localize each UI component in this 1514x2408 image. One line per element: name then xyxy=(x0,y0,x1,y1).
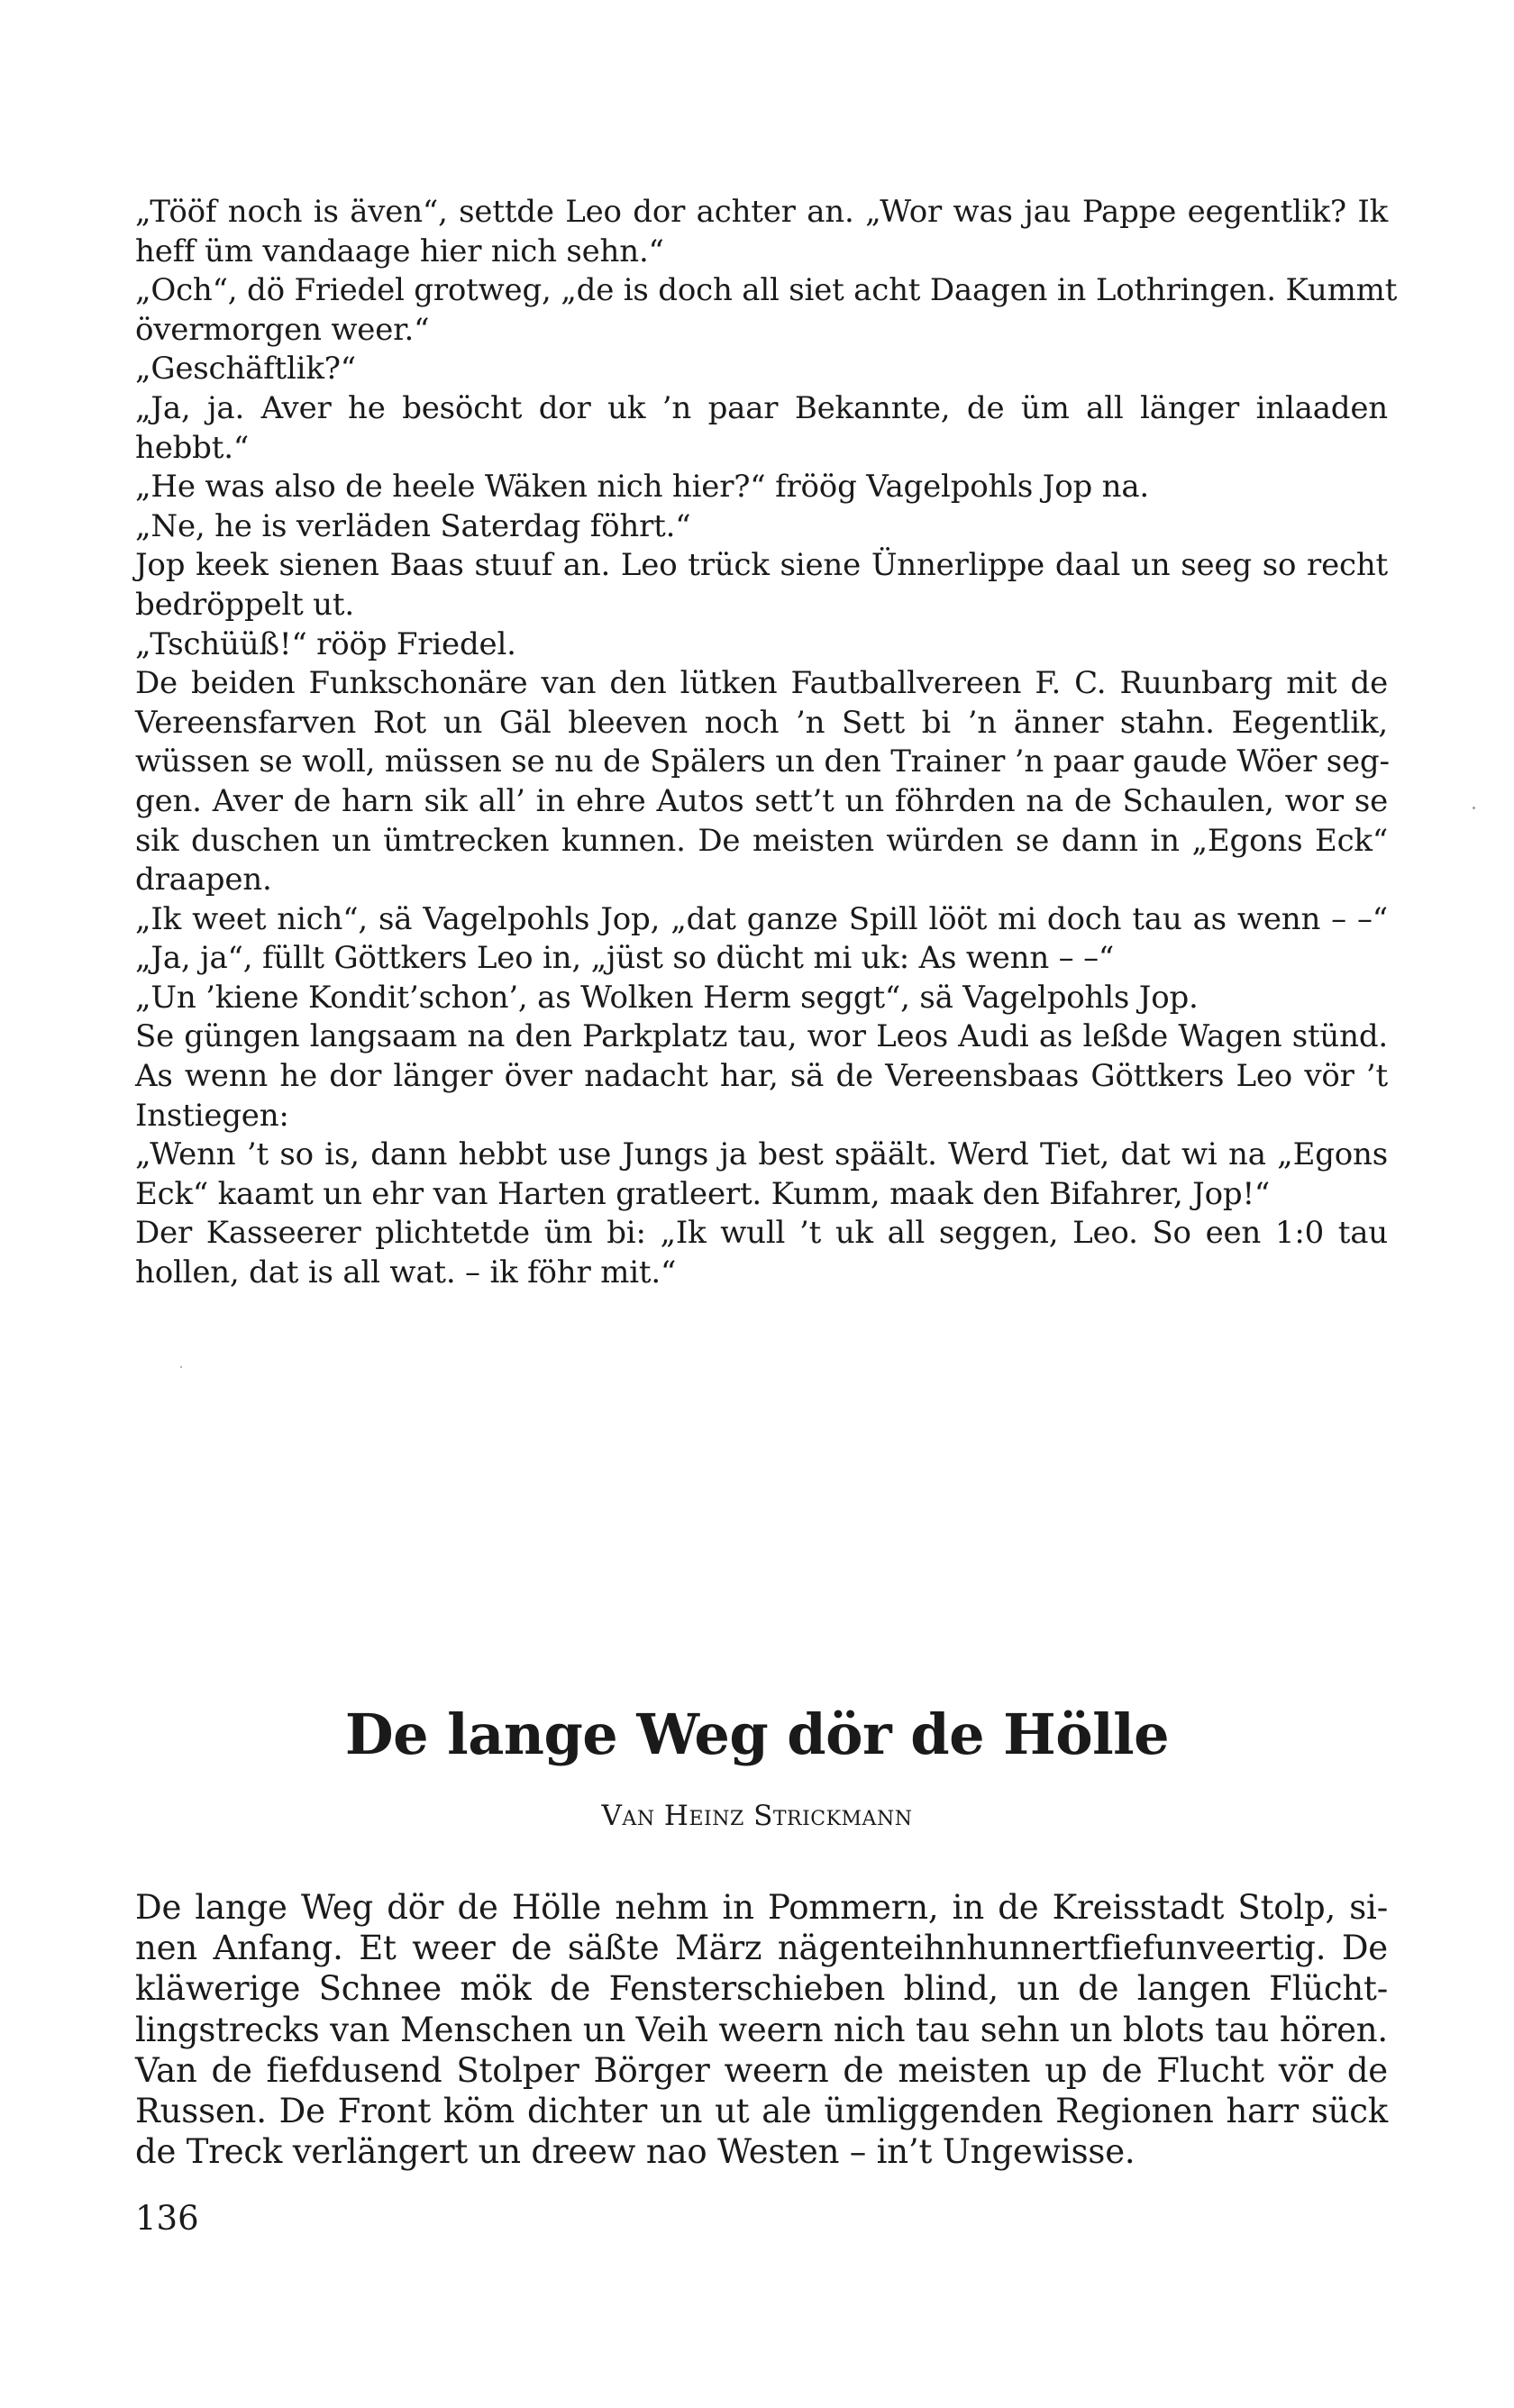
text-line: „Tööf noch is även“, settde Leo dor achter an. „Wor was jau Pappe eegentlik? Ik xyxy=(135,194,1388,230)
text-line: lingstrecks van Menschen un Veih weern nich tau sehn un blots tau hören. xyxy=(135,2010,1388,2049)
text-line: Vereensfarven Rot un Gäl bleeven noch ’n Sett bi ’n änner stahn. Eegentlik, xyxy=(135,704,1388,741)
text-line: „Ne, he is verläden Saterdag föhrt.“ xyxy=(135,507,691,544)
text-line: hebbt.“ xyxy=(135,429,250,466)
text-line: De beiden Funkschonäre van den lütken Fautballvereen F. C. Ruunbarg mit de xyxy=(135,665,1388,702)
text-line: kläwerige Schnee mök de Fensterschieben blind, un de langen Flücht- xyxy=(135,1969,1388,2009)
text-line: hollen, dat is all wat. – ik föhr mit.“ xyxy=(135,1254,677,1291)
text-line: „Ja, ja. Aver he besöcht dor uk ’n paar Bekannte, de üm all länger inlaaden xyxy=(135,389,1388,426)
text-line: wüssen se woll, müssen se nu de Spälers un den Trainer ’n paar gaude Wöer seg- xyxy=(135,743,1390,780)
text-line: Se güngen langsaam na den Parkplatz tau, wor Leos Audi as leßde Wagen stünd. xyxy=(135,1018,1388,1055)
story-ending-text xyxy=(135,193,1398,1293)
text-line: „Och“, dö Friedel grotweg, „de is doch all siet acht Daagen in Lothringen. Kummt xyxy=(135,272,1398,309)
text-line: heff üm vandaage hier nich sehn.“ xyxy=(135,233,664,269)
text-line: „Ik weet nich“, sä Vagelpohls Jop, „dat ganze Spill lööt mi doch tau as wenn – –“ xyxy=(135,900,1388,937)
text-line: Russen. De Front köm dichter un ut ale ümliggenden Regionen harr sück xyxy=(135,2092,1388,2131)
text-line: „Wenn ’t so is, dann hebbt use Jungs ja best späält. Werd Tiet, dat wi na „Egons xyxy=(135,1136,1388,1173)
print-speck xyxy=(1473,807,1475,809)
essay-author-byline: Van Heinz Strickmann xyxy=(601,1800,913,1832)
text-line: bedröppelt ut. xyxy=(135,586,354,623)
text-line: Jop keek sienen Baas stuuf an. Leo trück siene Ünnerlippe daal un seeg so recht xyxy=(135,547,1388,584)
text-line: nen Anfang. Et weer de säßte März nägenteihnhunnertfiefunveertig. De xyxy=(135,1929,1388,1968)
essay-body-text xyxy=(135,1887,1388,2172)
text-line: draapen. xyxy=(135,862,272,898)
text-line: „Geschäftlik?“ xyxy=(135,351,356,388)
page-number: 136 xyxy=(135,2199,199,2238)
essay-title: De lange Weg dör de Hölle xyxy=(344,1701,1170,1767)
text-line: Van de fiefdusend Stolper Börger weern de meisten up de Flucht vör de xyxy=(135,2050,1388,2090)
text-line: gen. Aver de harn sik all’ in ehre Autos sett’t un föhrden na de Schaulen, wor se xyxy=(135,782,1388,819)
text-line: „He was also de heele Wäken nich hier?“ fröög Vagelpohls Jop na. xyxy=(135,469,1150,506)
text-line: sik duschen un ümtrecken kunnen. De meisten würden se dann in „Egons Eck“ xyxy=(135,822,1388,859)
text-line: Instiegen: xyxy=(135,1097,289,1134)
text-line: „Ja, ja“, füllt Göttkers Leo in, „jüst so dücht mi uk: As wenn – –“ xyxy=(135,940,1115,977)
text-line: „Tschüüß!“ rööp Friedel. xyxy=(135,625,516,662)
text-line: Der Kasseerer plichtetde üm bi: „Ik wull ’t uk all seggen, Leo. So een 1:0 tau xyxy=(135,1215,1388,1252)
text-line: De lange Weg dör de Hölle nehm in Pommern, in de Kreisstadt Stolp, si- xyxy=(135,1888,1388,1927)
text-line: As wenn he dor länger över nadacht har, sä de Vereensbaas Göttkers Leo vör ’t xyxy=(135,1058,1388,1095)
text-line: övermorgen weer.“ xyxy=(135,311,430,348)
text-line: Eck“ kaamt un ehr van Harten gratleert. Kumm, maak den Bifahrer, Jop!“ xyxy=(135,1175,1271,1212)
text-line: de Treck verlängert un dreew nao Westen – in’t Ungewisse. xyxy=(135,2132,1136,2172)
text-line: „Un ’kiene Kondit’schon’, as Wolken Herm seggt“, sä Vagelpohls Jop. xyxy=(135,979,1199,1016)
print-speck xyxy=(180,1366,182,1368)
